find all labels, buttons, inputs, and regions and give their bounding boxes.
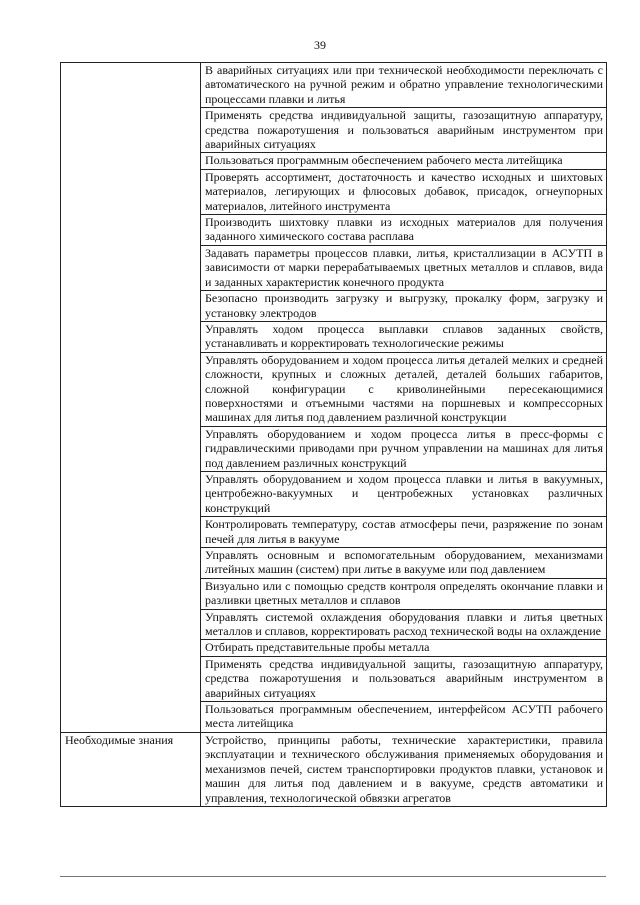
page-bottom-rule — [60, 876, 606, 877]
skill-row — [61, 63, 607, 108]
skill-item: Управлять основным и вспомогательным оборудованием, механизмами литейных машин (систем) при литье в вакууме или под давлением — [201, 548, 607, 579]
knowledge-label: Необходимые знания — [61, 732, 201, 806]
skill-item: Визуально или с помощью средств контроля определять окончание плавки и разливки цветных металлов и сплавов — [201, 578, 607, 609]
skill-item: Управлять оборудованием и ходом процесса плавки и литья в вакуумных, центробежно-вакуумных и центробежных установках различных конструкций — [201, 471, 607, 516]
skill-item: Управлять ходом процесса выплавки сплавов заданных свойств, устанавливать и корректировать технологические режимы — [201, 321, 607, 352]
skill-item: Контролировать температуру, состав атмосферы печи, разряжение по зонам печей для литья в вакууме — [201, 517, 607, 548]
page-number: 39 — [314, 38, 326, 52]
skill-item: Проверять ассортимент, достаточность и качество исходных и шихтовых материалов, легирующих и флюсовых добавок, присадок, огнеупорных материалов, литейного инструмента — [201, 169, 607, 214]
skill-item: Производить шихтовку плавки из исходных материалов для получения заданного химического состава расплава — [201, 215, 607, 246]
skill-item: Безопасно производить загрузку и выгрузку, прокалку форм, загрузку и установку электродов — [201, 291, 607, 322]
knowledge-row — [61, 732, 607, 806]
knowledge-item: Устройство, принципы работы, технические характеристики, правила эксплуатации и технического обслуживания применяемых оборудования и механизмов печей, систем транспортировки продуктов плавки, установок и машин для литья под давлением и в вакууме, средств автоматики и управления, технологической обвязки агрегатов — [201, 732, 607, 806]
skill-item: Применять средства индивидуальной защиты, газозащитную аппаратуру, средства пожаротушения и пользоваться аварийным инструментом в аварийных ситуациях — [201, 656, 607, 701]
skill-item: Пользоваться программным обеспечением рабочего места литейщика — [201, 153, 607, 169]
skills-label-cell — [61, 63, 201, 733]
skill-item: Применять средства индивидуальной защиты, газозащитную аппаратуру, средства пожаротушения и пользоваться аварийным инструментом при аварийных ситуациях — [201, 108, 607, 153]
skill-item: Задавать параметры процессов плавки, литья, кристаллизации в АСУТП в зависимости от марки перерабатываемых цветных металлов и сплавов, вида и заданных характеристик конечного продукта — [201, 245, 607, 290]
requirements-table — [60, 62, 607, 807]
skill-item: Управлять оборудованием и ходом процесса литья в пресс-формы с гидравлическими приводами при ручном управлении на машинах для литья под давлением различных конструкций — [201, 426, 607, 471]
skill-item: Пользоваться программным обеспечением, интерфейсом АСУТП рабочего места литейщика — [201, 702, 607, 733]
skill-item: Управлять системой охлаждения оборудования плавки и литья цветных металлов и сплавов, корректировать расход технической воды на охлаждение — [201, 609, 607, 640]
requirements-table-body — [61, 63, 607, 807]
skill-item: Отбирать представительные пробы металла — [201, 640, 607, 656]
skill-item: Управлять оборудованием и ходом процесса литья деталей мелких и средней сложности, крупных и сложных деталей, деталей больших габаритов, сложной конфигурации с криволинейными пересекающимися поверхностями и отъемными частями на поршневых и компрессорных машинах для литья под давлением различной конструкции — [201, 352, 607, 426]
skill-item: В аварийных ситуациях или при технической необходимости переключать с автоматического на ручной режим и обратно управление технологическими процессами плавки и литья — [201, 63, 607, 108]
